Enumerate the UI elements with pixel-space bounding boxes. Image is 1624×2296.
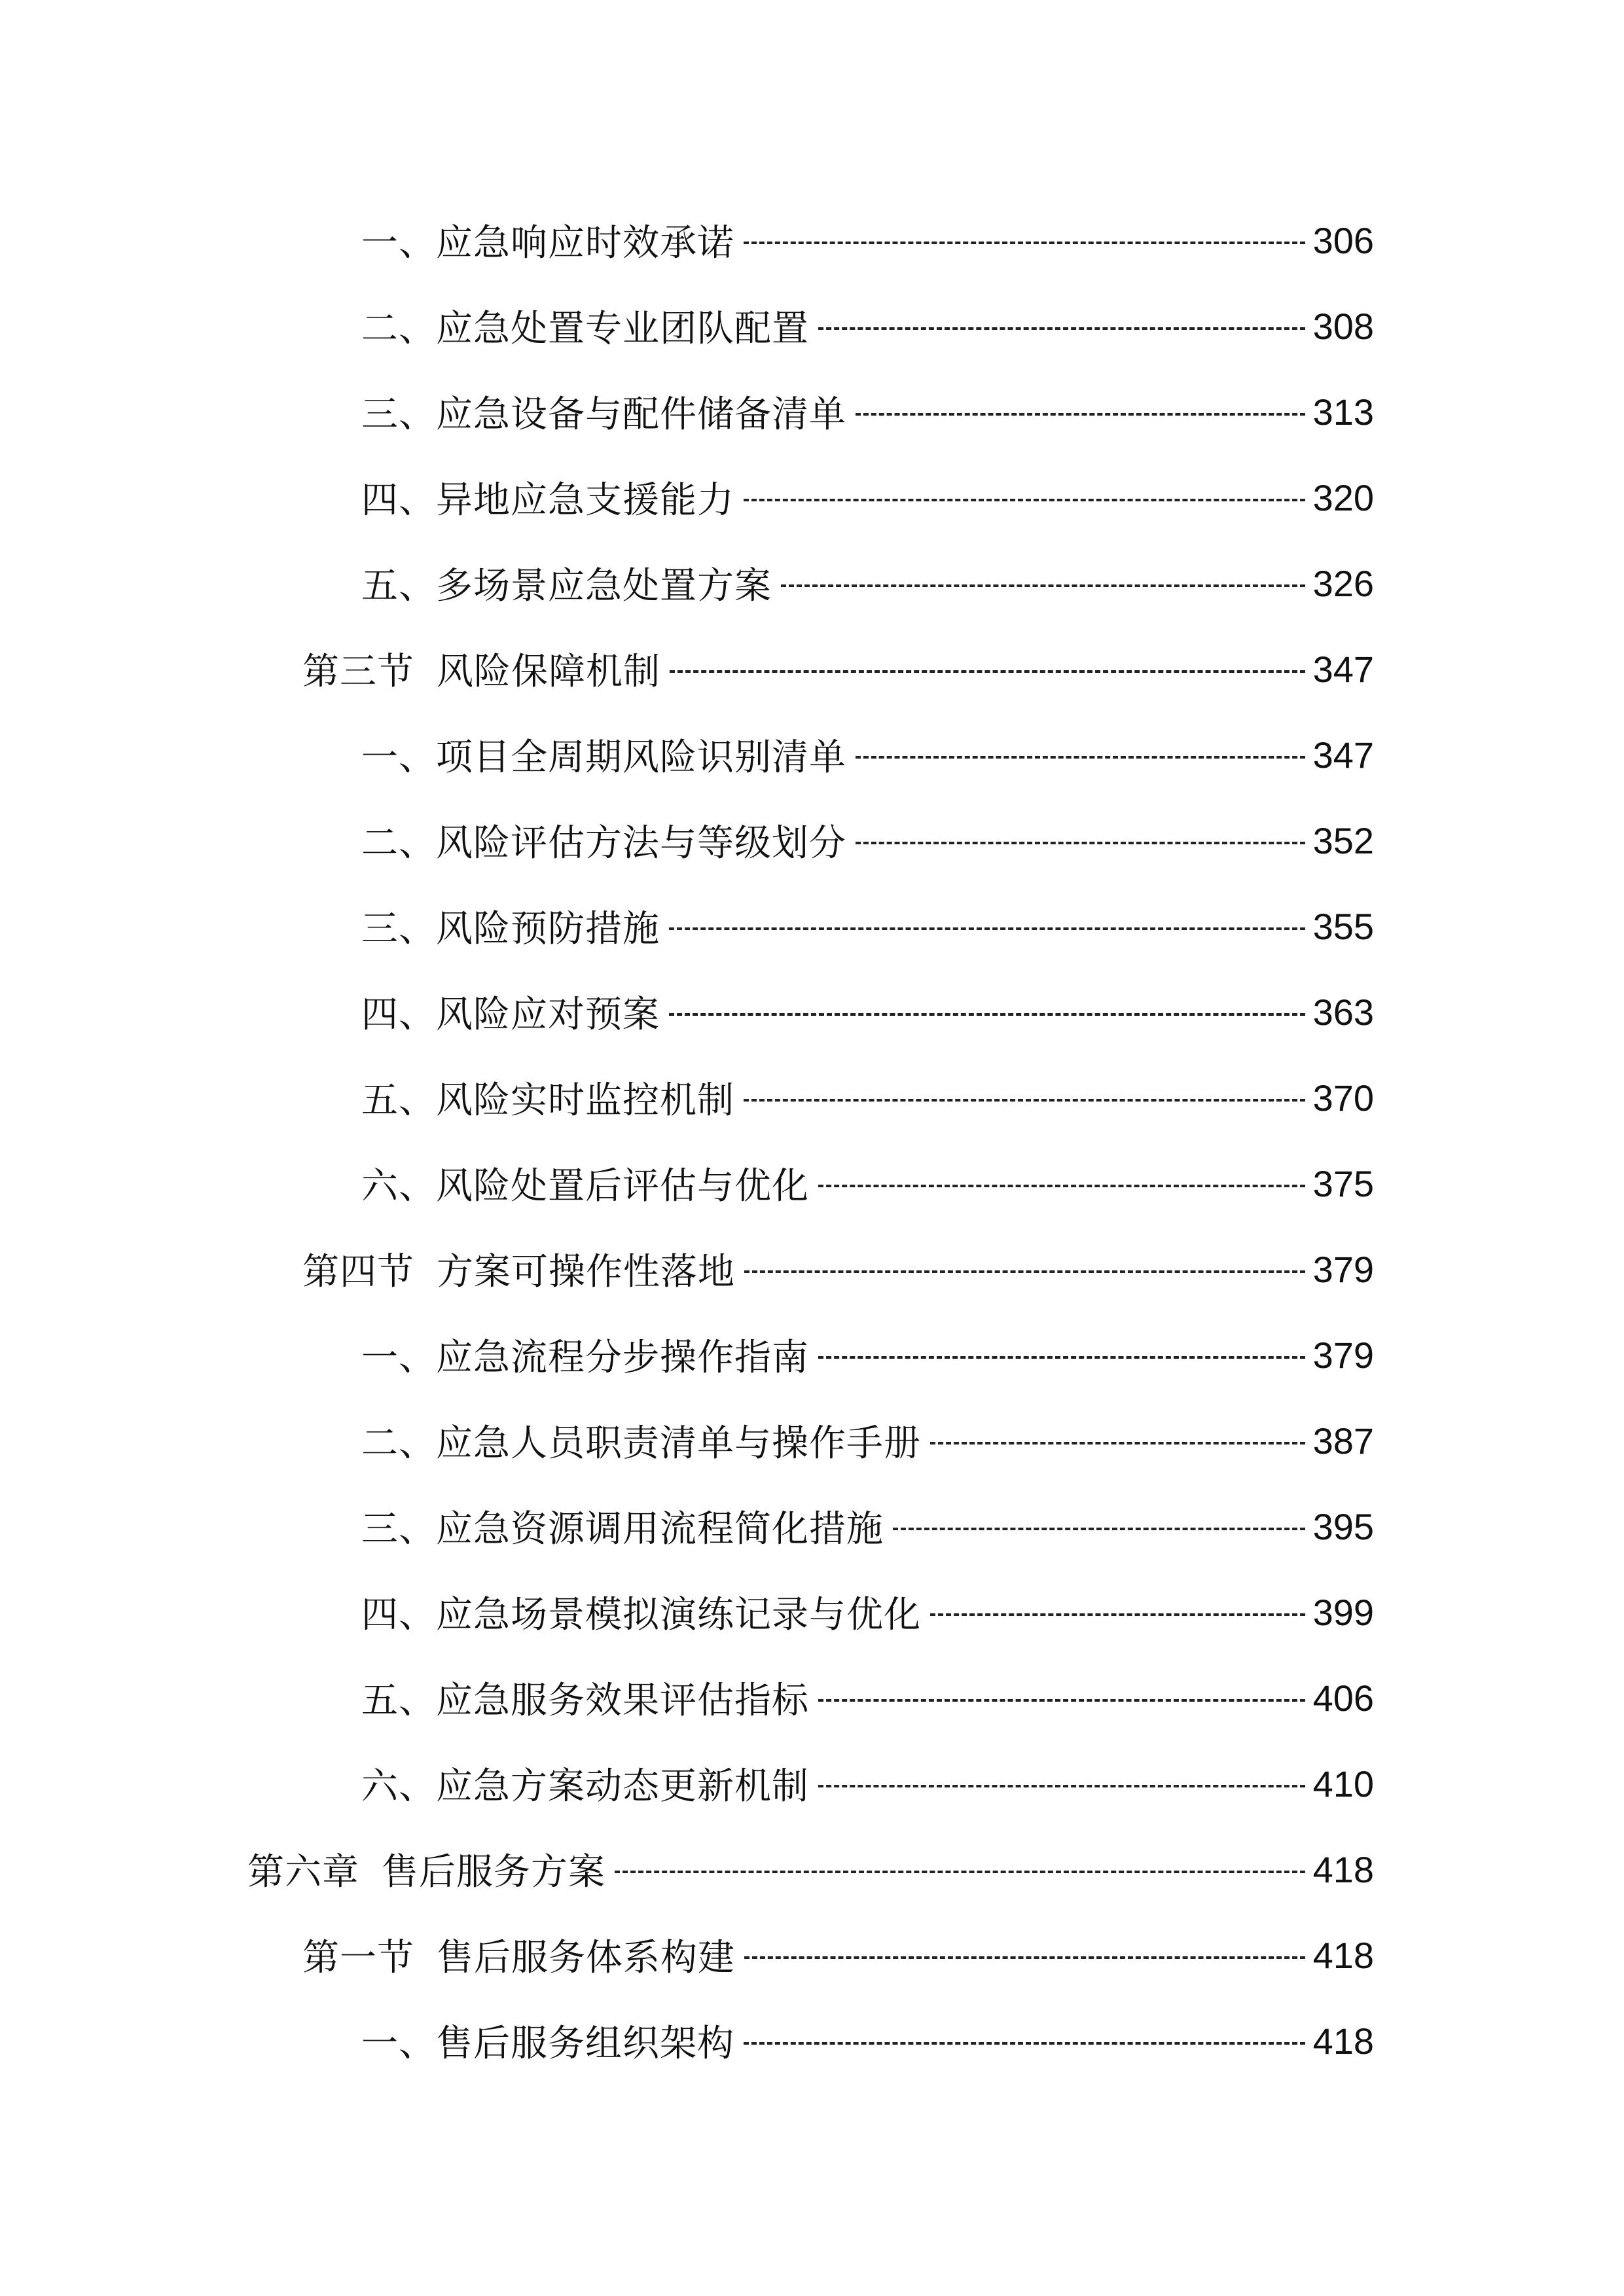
toc-entry-label: 二、应急人员职责清单与操作手册 [361,1422,921,1463]
toc-entry-label: 二、应急处置专业团队配置 [361,308,809,349]
toc-page-number: 418 [1312,2020,1374,2062]
toc-entry-label: 三、风险预防措施 [361,908,660,949]
toc-leader-dots [670,670,1305,673]
toc-leader-dots [744,1956,1305,1959]
toc-entry[interactable] [361,382,1374,441]
toc-entry[interactable] [361,296,1374,355]
toc-entry-label: 一、应急响应时效承诺 [361,222,734,263]
toc-page-number: 387 [1312,1420,1374,1462]
toc-entry[interactable] [361,811,1374,870]
toc-page-number: 395 [1312,1505,1374,1547]
toc-entry-label: 六、风险处置后评估与优化 [361,1165,809,1206]
toc-entry[interactable] [361,1754,1374,1813]
toc-entry[interactable] [361,1497,1374,1556]
toc-entry-label: 三、应急设备与配件储备清单 [361,393,846,435]
toc-entry[interactable] [361,1325,1374,1384]
toc-entry[interactable] [361,2011,1374,2070]
toc-leader-dots [818,1699,1305,1702]
toc-entry-label: 四、应急场景模拟演练记录与优化 [361,1594,921,1635]
toc-leader-dots [744,242,1305,244]
toc-section-number: 第四节 [302,1251,414,1292]
toc-entry[interactable] [361,211,1374,270]
toc-entry-label: 一、售后服务组织架构 [361,2022,734,2064]
toc-leader-dots [818,1185,1305,1187]
toc-leader-dots [893,1528,1305,1530]
toc-page-number: 375 [1312,1162,1374,1204]
toc-entry[interactable] [361,897,1374,956]
toc-leader-dots [615,1871,1305,1873]
toc-section-entry[interactable] [302,1926,1374,1984]
toc-page-number: 352 [1312,819,1374,861]
toc-page-number: 347 [1312,648,1374,690]
toc-leader-dots [856,756,1305,759]
toc-page-number: 410 [1312,1763,1374,1804]
toc-leader-dots [930,1613,1305,1616]
toc-entry[interactable] [361,1668,1374,1727]
toc-entry-label: 四、异地应急支援能力 [361,479,734,520]
toc-page-number: 418 [1312,1848,1374,1890]
toc-entry-label [302,1243,744,1295]
toc-leader-dots [818,327,1305,330]
toc-entry-label [302,1929,744,1981]
toc-page-number: 363 [1312,991,1374,1033]
toc-leader-dots [744,1270,1305,1273]
toc-leader-dots [669,927,1305,930]
toc-chapter-entry[interactable] [247,1840,1374,1899]
toc-entry-label: 一、项目全周期风险识别清单 [361,736,846,778]
toc-entry-label: 四、风险应对预案 [361,994,660,1035]
toc-leader-dots [744,1099,1305,1102]
toc-entry[interactable] [361,982,1374,1041]
toc-section-title: 方案可操作性落地 [437,1251,735,1292]
toc-entry-label: 五、风险实时监控机制 [361,1079,734,1121]
toc-page-number: 313 [1312,391,1374,433]
toc-leader-dots [930,1442,1305,1444]
toc-chapter-title: 售后服务方案 [382,1851,605,1892]
toc-entry-label: 六、应急方案动态更新机制 [361,1765,809,1806]
toc-leader-dots [818,1785,1305,1787]
toc-entry[interactable] [361,1411,1374,1470]
toc-entry-label [247,1843,615,1895]
toc-entry-label: 五、多场景应急处置方案 [361,565,772,606]
toc-entry[interactable] [361,554,1374,613]
toc-entry[interactable] [361,1068,1374,1127]
toc-entry-label: 五、应急服务效果评估指标 [361,1679,809,1721]
toc-entry[interactable] [361,468,1374,527]
toc-page-number: 347 [1312,734,1374,776]
toc-page-number: 379 [1312,1248,1374,1290]
toc-section-number: 第三节 [302,651,414,692]
toc-leader-dots [856,842,1305,844]
toc-entry[interactable] [361,1154,1374,1213]
toc-leader-dots [856,413,1305,416]
toc-entry[interactable] [361,1583,1374,1641]
toc-page-number: 370 [1312,1077,1374,1119]
toc-section-entry[interactable] [302,639,1374,698]
toc-page-number: 379 [1312,1334,1374,1376]
toc-entry-label [302,643,670,695]
toc-leader-dots [744,499,1305,501]
toc-entry[interactable] [361,725,1374,784]
toc-section-entry[interactable] [302,1240,1374,1299]
toc-chapter-number: 第六章 [247,1851,359,1892]
toc-page-number: 406 [1312,1677,1374,1719]
toc-page-number: 320 [1312,476,1374,518]
toc-leader-dots [781,584,1305,587]
toc-leader-dots [744,2042,1305,2045]
toc-page-number: 306 [1312,219,1374,261]
toc-section-title: 售后服务体系构建 [437,1937,735,1978]
toc-page-number: 399 [1312,1591,1374,1633]
toc-page-number: 355 [1312,905,1374,947]
toc-section-title: 风险保障机制 [437,651,660,692]
toc-page-number: 326 [1312,562,1374,604]
toc-page-number: 308 [1312,305,1374,347]
toc-section-number: 第一节 [302,1937,414,1978]
toc-entry-label: 三、应急资源调用流程简化措施 [361,1508,884,1549]
toc-entry-label: 一、应急流程分步操作指南 [361,1336,809,1378]
toc-page-number: 418 [1312,1934,1374,1976]
toc-entry-label: 二、风险评估方法与等级划分 [361,822,846,863]
toc-leader-dots [669,1013,1305,1016]
toc-leader-dots [818,1356,1305,1359]
